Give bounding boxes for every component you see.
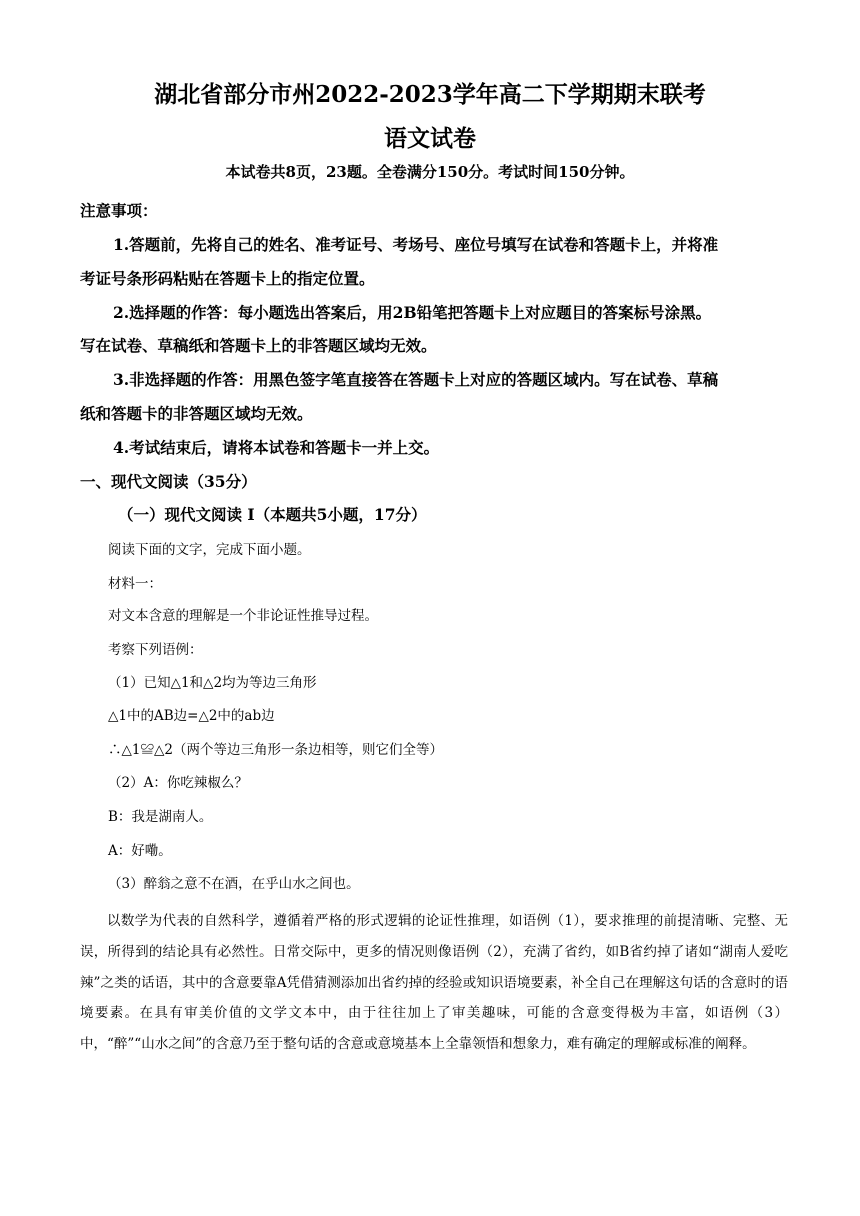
note-3-line-1: 3.非选择题的作答：用黑色签字笔直接答在答题卡上对应的答题区域内。写在试卷、草稿 xyxy=(113,370,719,389)
text-line: 对文本含意的理解是一个非论证性推导过程。 xyxy=(108,608,378,624)
example-2-line-3: A：好嘞。 xyxy=(108,843,172,859)
note-2-line-2: 写在试卷、草稿纸和答题卡上的非答题区域均无效。 xyxy=(80,336,437,355)
notes-heading: 注意事项： xyxy=(80,201,158,220)
example-2-line-1: （2）A：你吃辣椒么？ xyxy=(108,775,248,791)
section-subheading: （一）现代文阅读 I（本题共5小题，17分） xyxy=(118,505,427,524)
text-line: 考察下列语例： xyxy=(108,642,203,658)
exam-subtitle: 语文试卷 xyxy=(384,125,476,152)
note-2-line-1: 2.选择题的作答：每小题选出答案后，用2B铅笔把答题卡上对应题目的答案标号涂黑。 xyxy=(113,303,712,322)
example-1-line-1: （1）已知△1和△2均为等边三角形 xyxy=(108,675,317,691)
exam-meta: 本试卷共8页，23题。全卷满分150分。考试时间150分钟。 xyxy=(225,163,635,181)
note-4: 4.考试结束后，请将本试卷和答题卡一并上交。 xyxy=(113,438,440,457)
section-heading: 一、现代文阅读（35分） xyxy=(80,472,257,491)
note-3-line-2: 纸和答题卡的非答题区域均无效。 xyxy=(80,404,313,423)
note-1-line-1: 1.答题前，先将自己的姓名、准考证号、考场号、座位号填写在试卷和答题卡上，并将准 xyxy=(113,235,719,254)
example-2-line-2: B：我是湖南人。 xyxy=(108,809,213,825)
example-3: （3）醉翁之意不在酒，在乎山水之间也。 xyxy=(108,876,360,892)
body-paragraph: 以数学为代表的自然科学，遵循着严格的形式逻辑的论证性推理，如语例（1），要求推理的前提清晰、完整、无误，所得到的结论具有必然性。日常交际中，更多的情况则像语例（2），充满了省约，如B省约掉了诸如“湖南人爱吃辣”之类的话语，其中的含意要靠A凭借猜测添加出省约掉的经验或知识语境要素，补全自己在理解这句话的含意时的语境要素。在具有审美价值的文学文本中，由于往往加上了审美趣味，可能的含意变得极为丰富，如语例（3）中，“醉”“山水之间”的含意乃至于整句话的含意或意境基本上全靠领悟和想象力，难有确定的理解或标准的阐释。 xyxy=(80,913,788,1053)
exam-title: 湖北省部分市州2022-2023学年高二下学期期末联考 xyxy=(154,81,706,108)
note-1-line-2: 考证号条形码粘贴在答题卡上的指定位置。 xyxy=(80,269,375,288)
material-label: 材料一： xyxy=(108,576,162,592)
reading-instruction: 阅读下面的文字，完成下面小题。 xyxy=(108,542,311,558)
example-1-line-3: ∴△1≌△2（两个等边三角形一条边相等，则它们全等） xyxy=(108,742,443,758)
example-1-line-2: △1中的AB边=△2中的ab边 xyxy=(108,708,275,724)
